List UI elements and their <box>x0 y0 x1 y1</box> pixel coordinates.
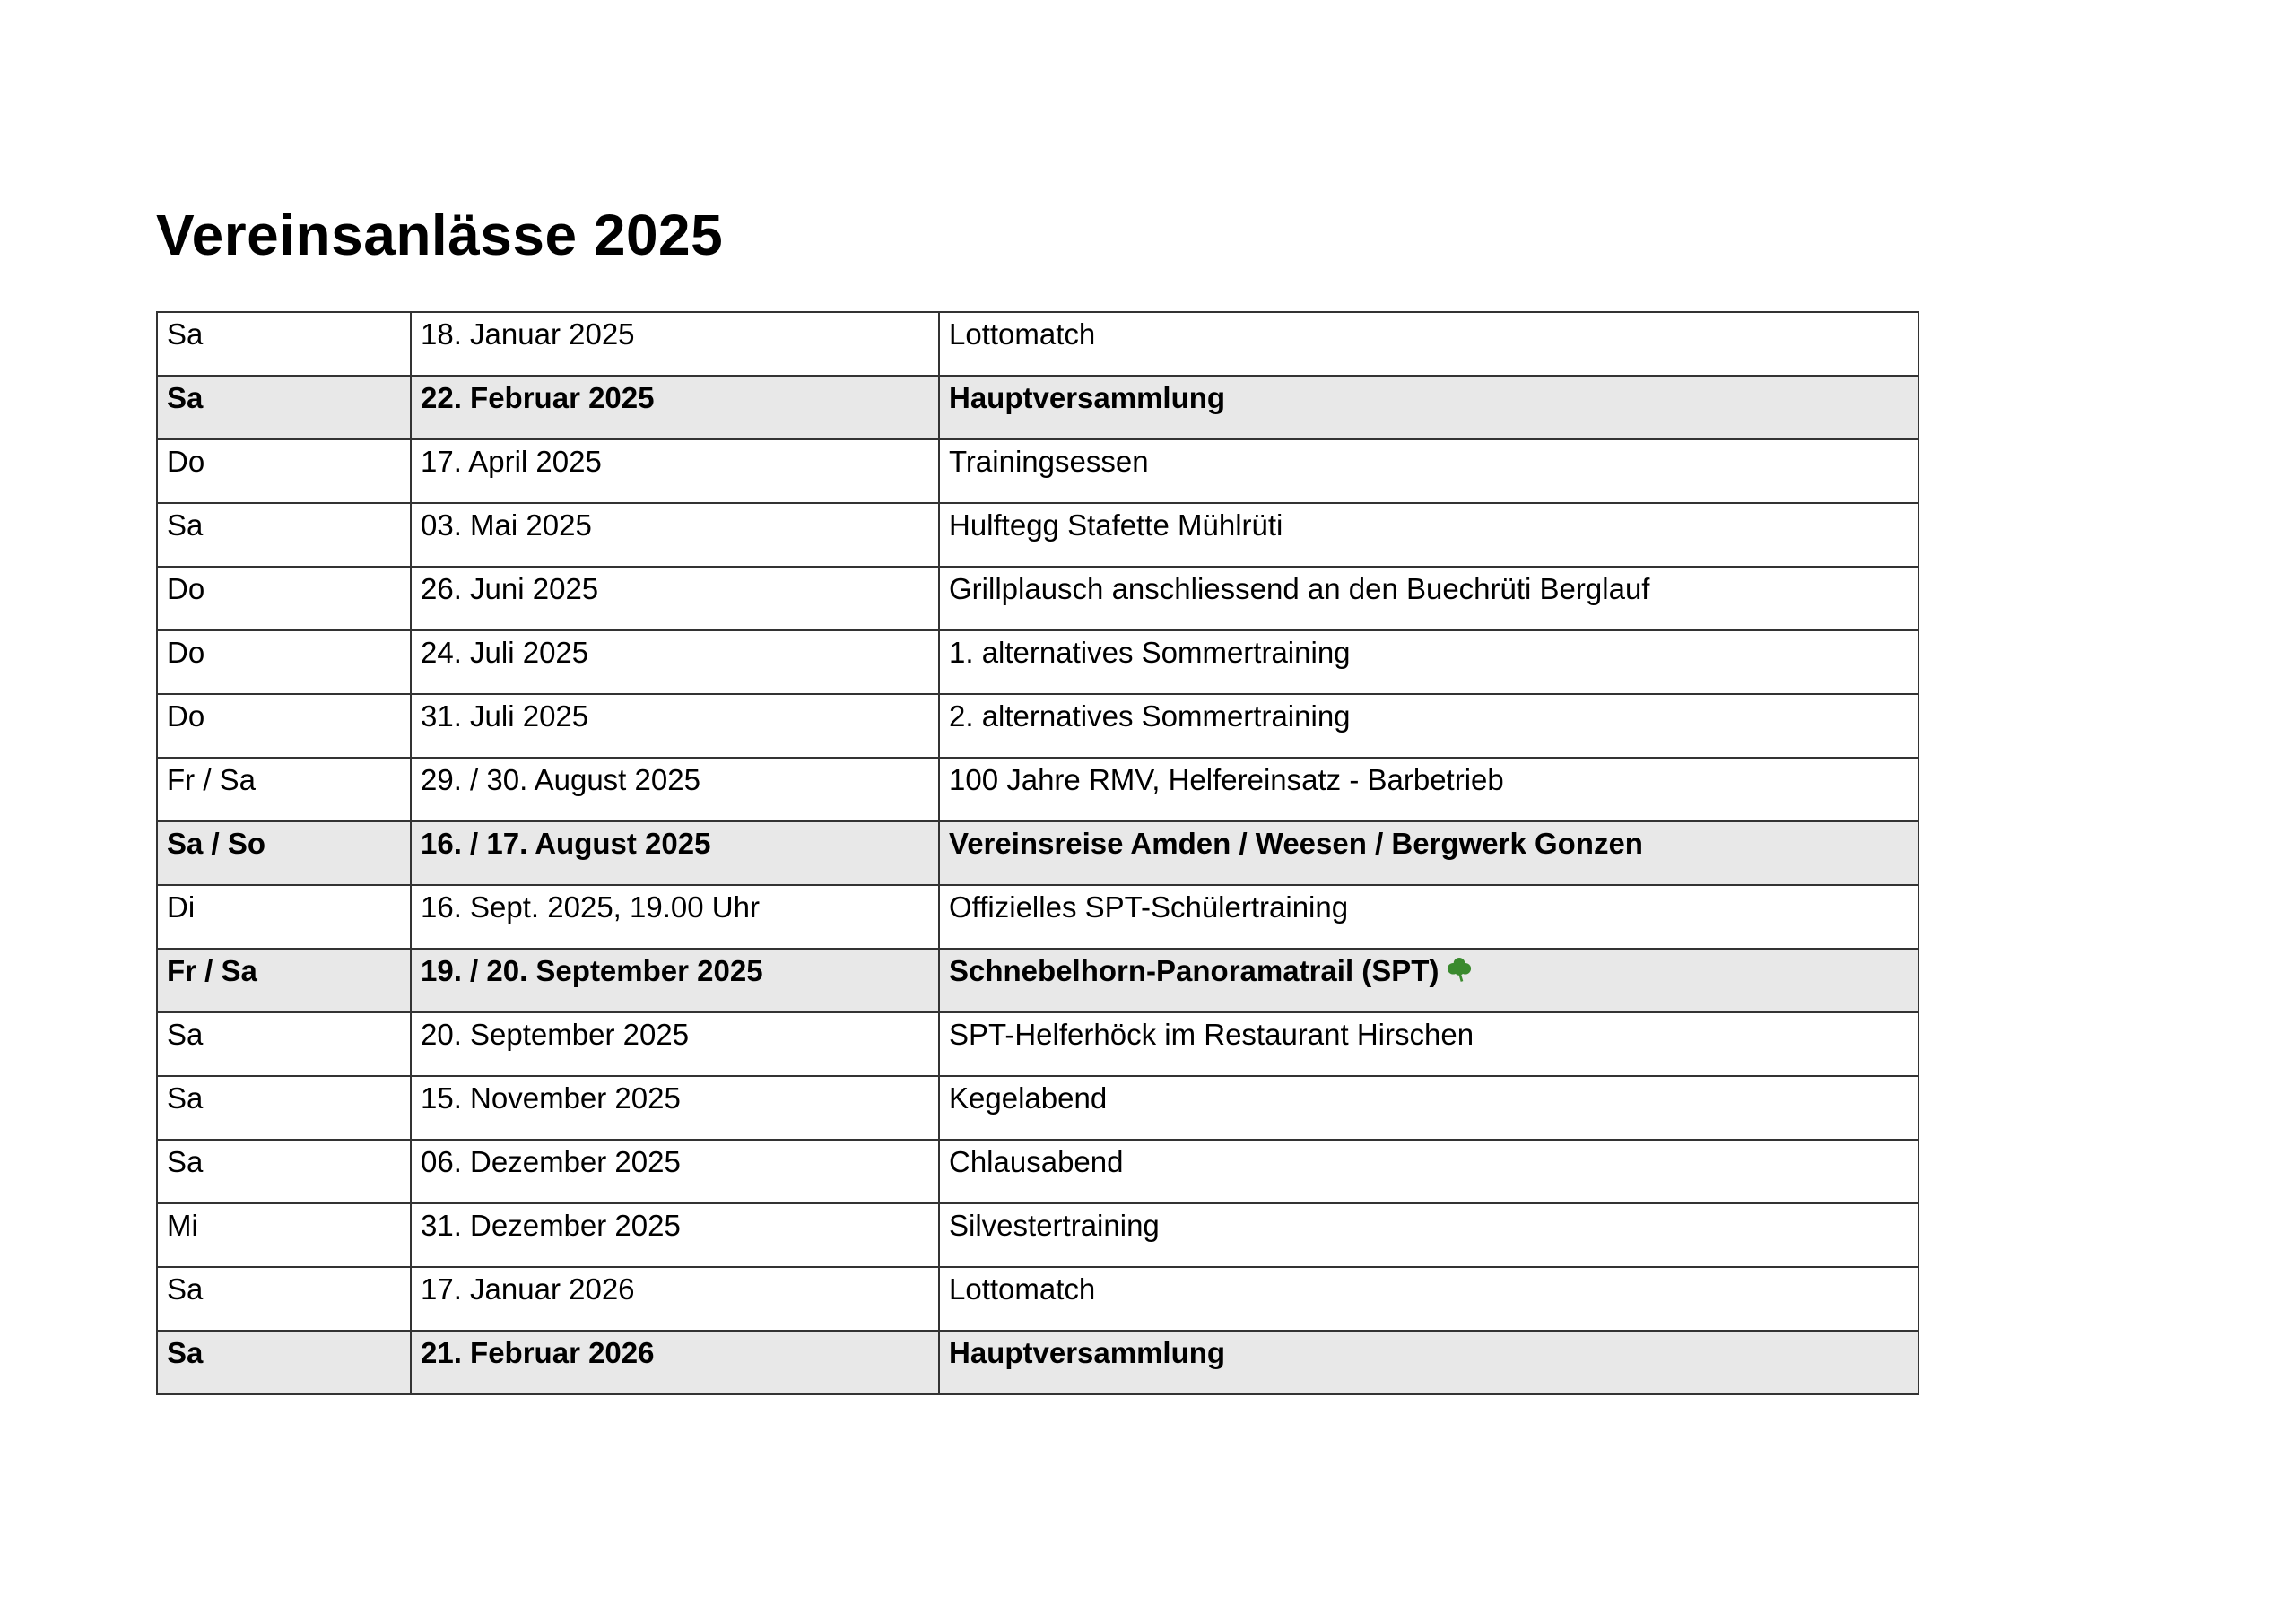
day-text: Sa <box>167 1081 204 1115</box>
day-cell <box>157 503 411 567</box>
event-cell <box>939 1331 1918 1394</box>
day-cell <box>157 376 411 439</box>
table-row <box>157 1012 1918 1076</box>
date-cell <box>411 1203 939 1267</box>
table-row <box>157 949 1918 1012</box>
date-text: 17. April 2025 <box>421 445 602 478</box>
date-text: 15. November 2025 <box>421 1081 681 1115</box>
event-cell <box>939 312 1918 376</box>
date-text: 31. Dezember 2025 <box>421 1209 681 1242</box>
day-cell <box>157 1267 411 1331</box>
date-text: 18. Januar 2025 <box>421 317 635 351</box>
day-cell <box>157 1012 411 1076</box>
table-row <box>157 312 1918 376</box>
event-text: Silvestertraining <box>949 1209 1160 1242</box>
date-text: 16. Sept. 2025, 19.00 Uhr <box>421 890 760 924</box>
table-row <box>157 503 1918 567</box>
day-text: Do <box>167 445 205 478</box>
table-row <box>157 1140 1918 1203</box>
day-cell <box>157 758 411 821</box>
event-cell <box>939 1267 1918 1331</box>
date-cell <box>411 1140 939 1203</box>
event-cell <box>939 503 1918 567</box>
day-text: Do <box>167 699 205 733</box>
event-text: Grillplausch anschliessend an den Buechrüti Berglauf <box>949 572 1650 605</box>
date-cell <box>411 821 939 885</box>
day-cell <box>157 1076 411 1140</box>
day-text: Sa <box>167 1336 204 1369</box>
date-text: 21. Februar 2026 <box>421 1336 655 1369</box>
date-text: 06. Dezember 2025 <box>421 1145 681 1178</box>
day-text: Sa <box>167 1145 204 1178</box>
date-cell <box>411 503 939 567</box>
table-row <box>157 1331 1918 1394</box>
day-text: Fr / Sa <box>167 954 257 987</box>
date-cell <box>411 949 939 1012</box>
table-row <box>157 758 1918 821</box>
day-text: Sa / So <box>167 827 266 860</box>
event-cell <box>939 439 1918 503</box>
day-text: Sa <box>167 1272 204 1306</box>
clover-icon <box>1446 956 1473 983</box>
day-text: Do <box>167 572 205 605</box>
table-row <box>157 885 1918 949</box>
day-text: Sa <box>167 508 204 542</box>
day-cell <box>157 1203 411 1267</box>
date-text: 03. Mai 2025 <box>421 508 592 542</box>
date-cell <box>411 630 939 694</box>
table-row <box>157 694 1918 758</box>
event-cell <box>939 567 1918 630</box>
day-cell <box>157 630 411 694</box>
event-text: Kegelabend <box>949 1081 1108 1115</box>
date-cell <box>411 376 939 439</box>
day-text: Mi <box>167 1209 198 1242</box>
date-cell <box>411 758 939 821</box>
day-cell <box>157 439 411 503</box>
day-text: Fr / Sa <box>167 763 257 796</box>
day-text: Sa <box>167 1018 204 1051</box>
table-row <box>157 567 1918 630</box>
date-text: 17. Januar 2026 <box>421 1272 635 1306</box>
event-cell <box>939 376 1918 439</box>
event-text: 2. alternatives Sommertraining <box>949 699 1351 733</box>
page-title: Vereinsanlässe 2025 <box>156 203 724 267</box>
event-text: Hauptversammlung <box>949 381 1226 414</box>
event-text: 1. alternatives Sommertraining <box>949 636 1351 669</box>
date-cell <box>411 1012 939 1076</box>
event-cell <box>939 630 1918 694</box>
day-text: Do <box>167 636 205 669</box>
table-row <box>157 1203 1918 1267</box>
date-text: 26. Juni 2025 <box>421 572 599 605</box>
event-text: Hauptversammlung <box>949 1336 1226 1369</box>
event-cell <box>939 694 1918 758</box>
table-row <box>157 1267 1918 1331</box>
event-cell <box>939 885 1918 949</box>
date-text: 29. / 30. August 2025 <box>421 763 700 796</box>
date-cell <box>411 439 939 503</box>
date-text: 20. September 2025 <box>421 1018 690 1051</box>
date-text: 22. Februar 2025 <box>421 381 655 414</box>
event-text: Trainingsessen <box>949 445 1149 478</box>
event-cell <box>939 1140 1918 1203</box>
date-cell <box>411 1267 939 1331</box>
event-cell <box>939 821 1918 885</box>
day-text: Di <box>167 890 196 924</box>
event-cell <box>939 1203 1918 1267</box>
table-row <box>157 376 1918 439</box>
day-text: Sa <box>167 381 204 414</box>
event-text: Offizielles SPT-Schülertraining <box>949 890 1349 924</box>
table-row <box>157 1076 1918 1140</box>
day-cell <box>157 1140 411 1203</box>
event-text: SPT-Helferhöck im Restaurant Hirschen <box>949 1018 1474 1051</box>
table-row <box>157 630 1918 694</box>
date-cell <box>411 885 939 949</box>
event-text: Schnebelhorn-Panoramatrail (SPT) <box>949 954 1439 987</box>
event-text: Lottomatch <box>949 317 1096 351</box>
event-text: Vereinsreise Amden / Weesen / Bergwerk Gonzen <box>949 827 1643 860</box>
date-text: 16. / 17. August 2025 <box>421 827 711 860</box>
date-cell <box>411 312 939 376</box>
event-cell <box>939 1012 1918 1076</box>
date-text: 19. / 20. September 2025 <box>421 954 763 987</box>
date-cell <box>411 1076 939 1140</box>
event-cell <box>939 1076 1918 1140</box>
date-cell <box>411 1331 939 1394</box>
day-cell <box>157 312 411 376</box>
date-text: 31. Juli 2025 <box>421 699 589 733</box>
date-cell <box>411 567 939 630</box>
date-text: 24. Juli 2025 <box>421 636 589 669</box>
day-text: Sa <box>167 317 204 351</box>
table-row <box>157 439 1918 503</box>
events-table-body <box>157 312 1918 1394</box>
event-text: Lottomatch <box>949 1272 1096 1306</box>
event-text: Hulftegg Stafette Mühlrüti <box>949 508 1283 542</box>
day-cell <box>157 694 411 758</box>
event-cell <box>939 758 1918 821</box>
day-cell <box>157 1331 411 1394</box>
day-cell <box>157 949 411 1012</box>
events-table <box>156 311 1919 1395</box>
day-cell <box>157 567 411 630</box>
event-text: 100 Jahre RMV, Helfereinsatz - Barbetrieb <box>949 763 1504 796</box>
day-cell <box>157 821 411 885</box>
event-cell <box>939 949 1918 1012</box>
event-text: Chlausabend <box>949 1145 1124 1178</box>
table-row <box>157 821 1918 885</box>
date-cell <box>411 694 939 758</box>
day-cell <box>157 885 411 949</box>
